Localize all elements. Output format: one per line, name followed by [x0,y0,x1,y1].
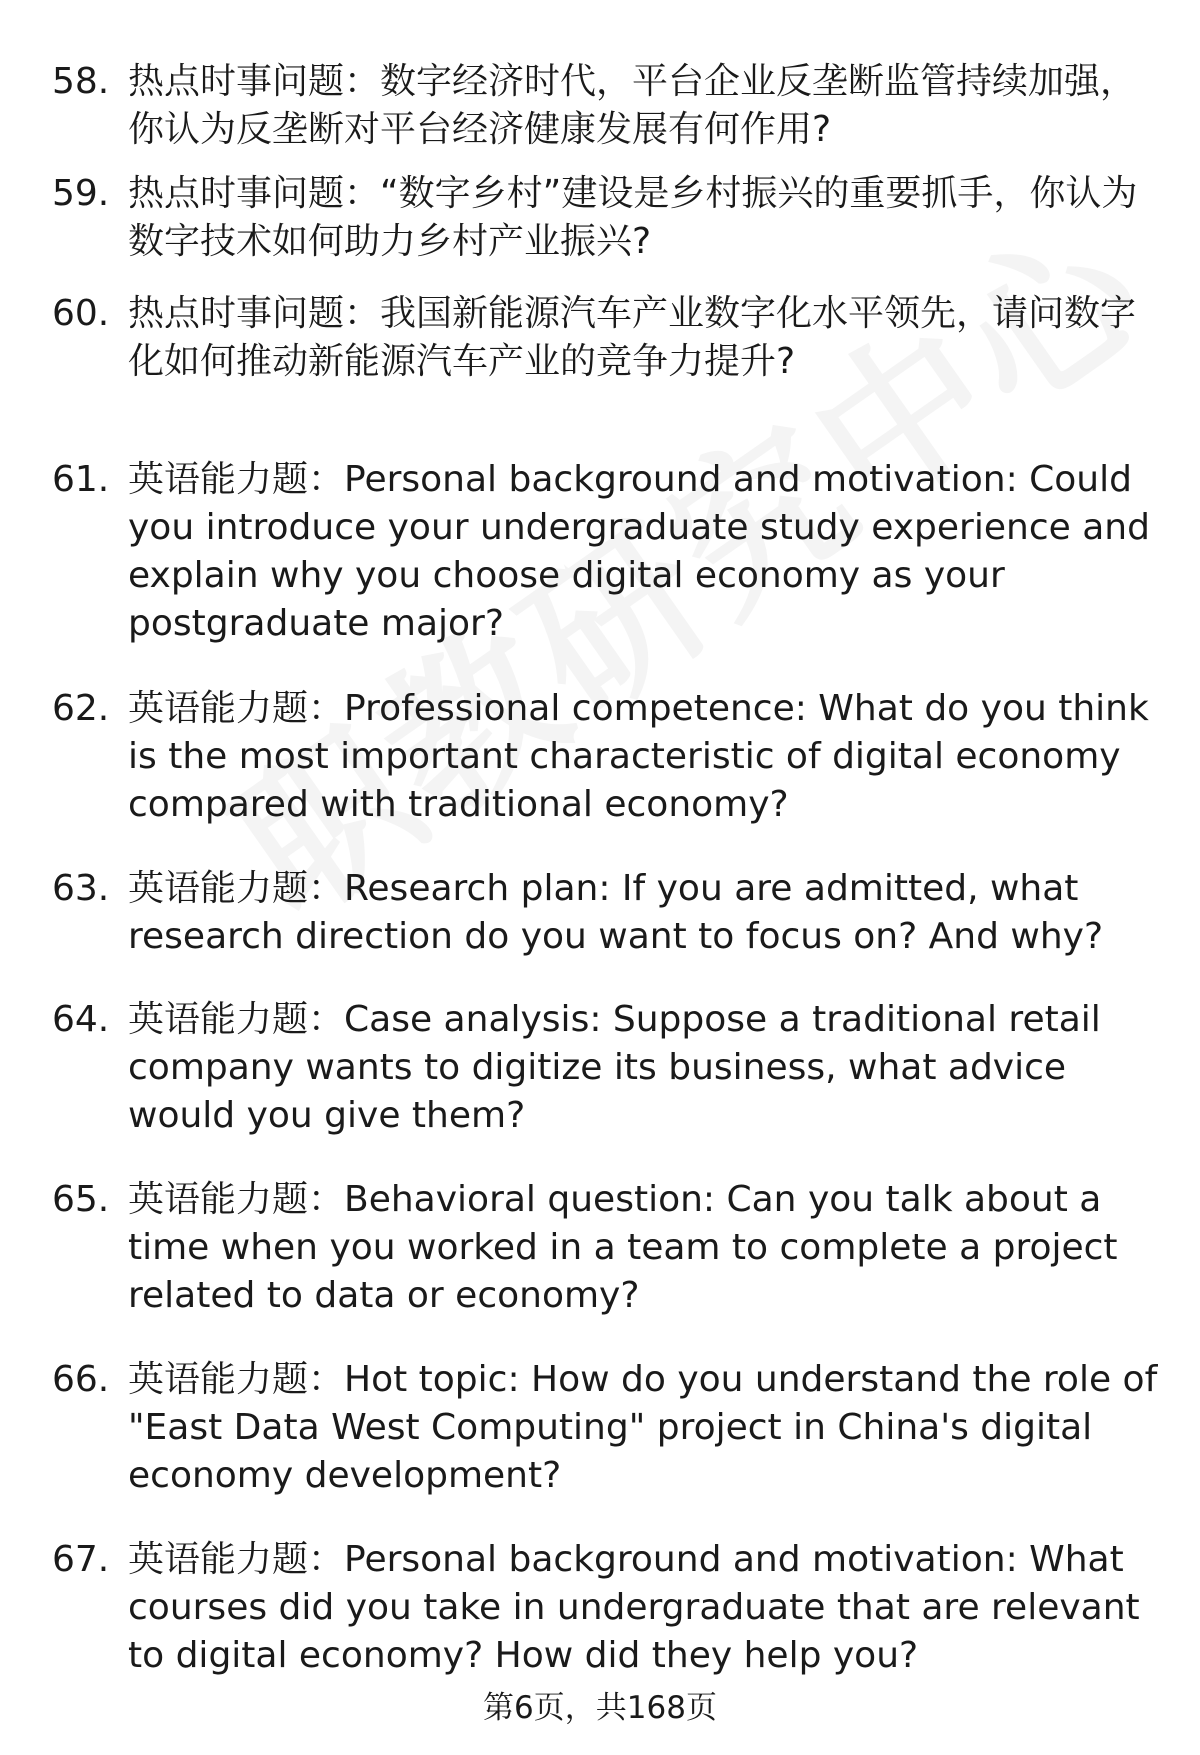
question-item [52,685,1162,829]
question-body [128,1536,1162,1680]
question-category: 英语能力题： [128,459,345,500]
page-footer: 第6页，共168页 [483,1690,717,1726]
question-item [52,58,1162,154]
question-number: 63. [52,868,110,909]
question-text: Professional competence: What do you think is the most important characteristic of digital economy compared with traditional economy? [128,688,1149,825]
question-item [52,290,1162,386]
question-category: 英语能力题： [128,1359,345,1400]
question-text: 我国新能源汽车产业数字化水平领先，请问数字化如何推动新能源汽车产业的竞争力提升? [128,293,1137,382]
question-number: 66. [52,1359,110,1400]
question-category: 热点时事问题： [128,293,381,334]
question-number: 65. [52,1179,110,1220]
question-number: 67. [52,1539,110,1580]
question-category: 热点时事问题： [128,173,381,214]
question-body [128,996,1162,1140]
question-body [128,1356,1162,1500]
question-number: 59. [52,173,110,214]
question-item [52,1356,1162,1500]
question-category: 英语能力题： [128,1539,345,1580]
question-number: 58. [52,61,110,102]
question-item [52,170,1162,266]
question-text: 数字经济时代，平台企业反垄断监管持续加强，你认为反垄断对平台经济健康发展有何作用? [128,61,1137,150]
question-body [128,456,1162,648]
question-category: 英语能力题： [128,868,345,909]
question-item [52,1536,1162,1680]
question-text: Case analysis: Suppose a traditional retail company wants to digitize its business, what advice would you give them? [128,999,1101,1136]
question-text: Research plan: If you are admitted, what research direction do you want to focus on? And why? [128,868,1104,957]
question-item [52,865,1162,961]
question-text: Behavioral question: Can you talk about a time when you worked in a team to complete a project related to data or economy? [128,1179,1118,1316]
question-item [52,996,1162,1140]
question-text: Personal background and motivation: Could you introduce your undergraduate study experience and explain why you choose digital economy as your postgraduate major? [128,459,1150,644]
question-body [128,170,1162,266]
question-body [128,58,1162,154]
question-number: 64. [52,999,110,1040]
question-number: 62. [52,688,110,729]
question-category: 英语能力题： [128,688,345,729]
question-text: Hot topic: How do you understand the role of "East Data West Computing" project in China's digital economy development? [128,1359,1158,1496]
question-body [128,290,1162,386]
question-body [128,865,1162,961]
question-category: 英语能力题： [128,1179,345,1220]
question-item [52,1176,1162,1320]
question-body [128,685,1162,829]
question-category: 热点时事问题： [128,61,381,102]
question-body [128,1176,1162,1320]
question-number: 60. [52,293,110,334]
question-item [52,456,1162,648]
question-category: 英语能力题： [128,999,345,1040]
question-number: 61. [52,459,110,500]
question-text: “数字乡村”建设是乡村振兴的重要抓手，你认为数字技术如何助力乡村产业振兴? [128,173,1138,262]
question-text: Personal background and motivation: What courses did you take in undergraduate that are relevant to digital economy? How did they help you? [128,1539,1140,1676]
